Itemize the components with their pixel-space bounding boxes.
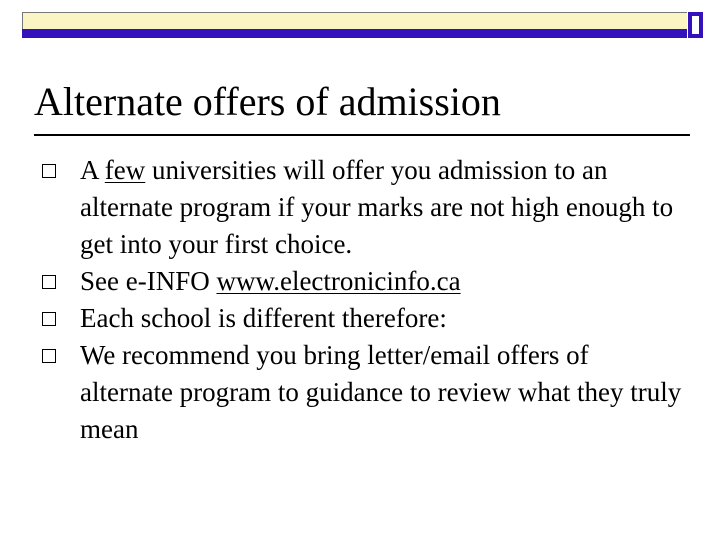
hollow-square-bullet-icon bbox=[42, 164, 56, 178]
bullet-text: See e-INFO bbox=[80, 266, 217, 296]
bullet-text: Each school is different therefore: bbox=[80, 303, 447, 333]
bullet-item-few-universities bbox=[42, 152, 682, 263]
corner-square-decoration bbox=[688, 12, 703, 38]
bullet-list bbox=[42, 152, 682, 448]
bullet-text: universities will offer you admission to an alternate program if your marks are not high enough to get into your first choice. bbox=[80, 155, 674, 259]
header-accent-band bbox=[22, 29, 687, 38]
emphasized-word: few bbox=[104, 155, 146, 185]
title-divider bbox=[34, 134, 690, 136]
header-bar bbox=[22, 12, 687, 29]
bullet-item-each-school bbox=[42, 300, 682, 337]
bullet-text: A bbox=[80, 155, 105, 185]
hollow-square-bullet-icon bbox=[42, 349, 56, 363]
einfo-link[interactable]: www.electronicinfo.ca bbox=[216, 266, 461, 296]
slide-title: Alternate offers of admission bbox=[34, 79, 501, 124]
hollow-square-bullet-icon bbox=[42, 312, 56, 326]
hollow-square-bullet-icon bbox=[42, 275, 56, 289]
bullet-item-recommend bbox=[42, 337, 682, 448]
bullet-text: We recommend you bring letter/email offers of alternate program to guidance to review what they truly mean bbox=[80, 340, 682, 444]
bullet-item-see-einfo bbox=[42, 263, 682, 300]
